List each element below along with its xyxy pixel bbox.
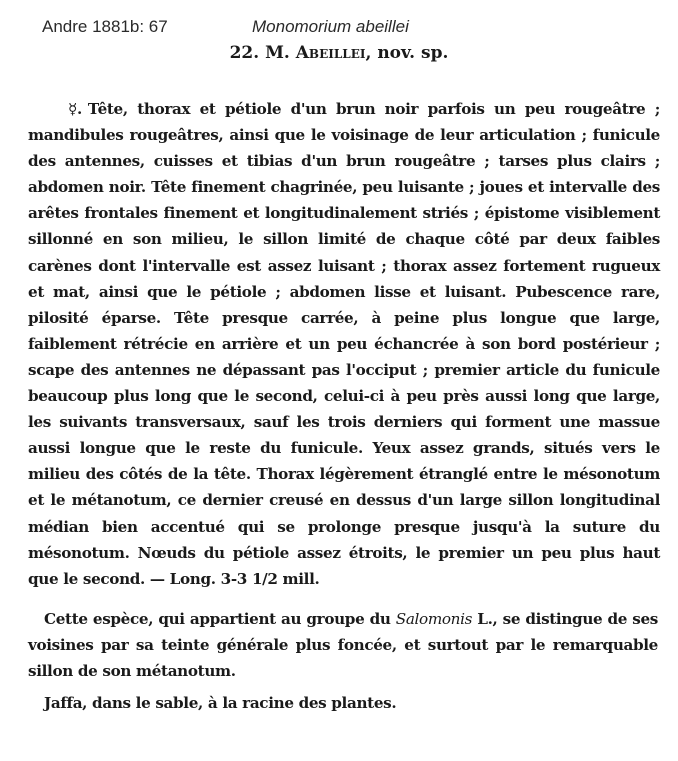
locality-text: Jaffa, dans le sable, à la racine des plantes. [44, 694, 397, 712]
remarks-taxon: Salomonis [395, 610, 473, 628]
worker-symbol: ☿. [68, 100, 82, 118]
species-heading [0, 43, 678, 63]
citation-label: Andre 1881b: 67 [42, 17, 168, 36]
remarks-paragraph [28, 606, 658, 684]
remarks-text-after: L., se distingue de ses voisines par sa teinte générale plus foncée, et surtout par le remarquable sillon de son métanotum. [28, 610, 659, 681]
species-name: M. Abeillei, [265, 43, 372, 63]
species-number: 22. [229, 43, 260, 63]
species-status: nov. sp. [377, 43, 449, 63]
locality-paragraph [44, 690, 644, 716]
description-text: Tête, thorax et pétiole d'un brun noir parfois un peu rougeâtre ; mandibules rougeâtres, ainsi que le voisinage de leur articulation ; funicule des antennes, cuisses et tibias d'un brun rougeâtre ; tarses plus clairs ; abdomen noir. Tête finement chagrinée, peu luisante ; joues et intervalle des arêtes frontales finement et longitudinalement striés ; épistome visiblement sillonné en son milieu, le sillon limité de chaque côté par deux faibles carènes dont l'intervalle est assez luisant ; thorax assez fortement rugueux et mat, ainsi que le pétiole ; abdomen lisse et luisant. Pubescence rare, pilosité éparse. Tête presque carrée, à peine plus longue que large, faiblement rétrécie en arrière et un peu échancrée à son bord postérieur ; scape des antennes ne dépassant pas l'occiput ; premier article du funicule beaucoup plus long que le second, celui-ci à peu près aussi long que large, les suivants transversaux, sauf les trois derniers qui forment une massue aussi longue que le reste du funicule. Yeux assez grands, situés vers le milieu des côtés de la tête. Thorax légèrement étranglé entre le mésonotum et le métanotum, ce dernier creusé en dessus d'un large sillon longitudinal médian bien accentué qui se prolonge presque jusqu'à la suture du mésonotum. Nœuds du pétiole assez étroits, le premier un peu plus haut que le second. — Long. 3-3 1/2 mill. [28, 100, 660, 588]
taxon-label: Monomorium abeillei [252, 17, 409, 36]
remarks-text-before: Cette espèce, qui appartient au groupe du [44, 610, 391, 628]
description-paragraph [28, 96, 660, 592]
